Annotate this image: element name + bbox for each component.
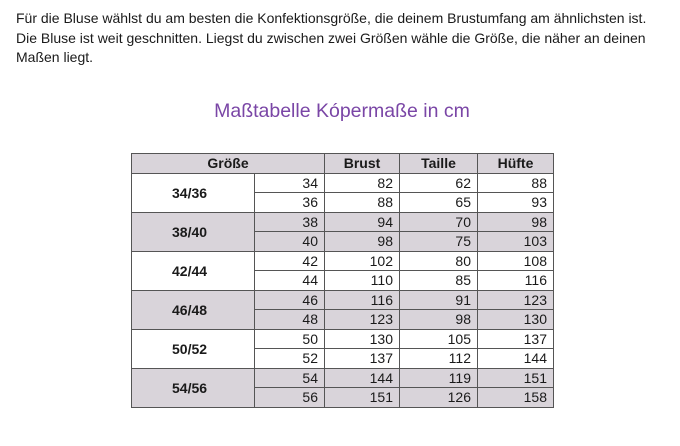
size-group-label: 46/48 xyxy=(132,290,255,329)
cell-size: 56 xyxy=(255,388,325,408)
cell-size: 34 xyxy=(255,173,325,193)
header-bust: Brust xyxy=(325,154,400,174)
cell-hip: 151 xyxy=(478,368,554,388)
size-group-label: 34/36 xyxy=(132,173,255,212)
table-row xyxy=(132,173,554,193)
intro-paragraph: Für die Bluse wählst du am besten die Konfektionsgröße, die deinem Brustumfang am ähnlichsten ist. Die Bluse ist weit geschnitten. Liegst du zwischen zwei Größen wähle die Größe, die näher an deinen Maßen liegt. xyxy=(16,10,647,65)
cell-bust: 98 xyxy=(325,232,400,252)
cell-hip: 123 xyxy=(478,290,554,310)
size-group-label: 50/52 xyxy=(132,329,255,368)
size-table xyxy=(131,153,554,408)
cell-bust: 102 xyxy=(325,251,400,271)
header-size: Größe xyxy=(132,154,325,174)
cell-hip: 108 xyxy=(478,251,554,271)
cell-waist: 80 xyxy=(400,251,478,271)
table-body xyxy=(132,173,554,407)
cell-size: 50 xyxy=(255,329,325,349)
cell-size: 46 xyxy=(255,290,325,310)
cell-hip: 144 xyxy=(478,349,554,369)
cell-waist: 70 xyxy=(400,212,478,232)
cell-bust: 82 xyxy=(325,173,400,193)
cell-bust: 130 xyxy=(325,329,400,349)
cell-hip: 130 xyxy=(478,310,554,330)
cell-hip: 158 xyxy=(478,388,554,408)
cell-bust: 116 xyxy=(325,290,400,310)
cell-size: 52 xyxy=(255,349,325,369)
cell-hip: 93 xyxy=(478,193,554,213)
cell-hip: 116 xyxy=(478,271,554,291)
table-row xyxy=(132,368,554,388)
table-row xyxy=(132,290,554,310)
cell-waist: 119 xyxy=(400,368,478,388)
cell-waist: 91 xyxy=(400,290,478,310)
cell-hip: 98 xyxy=(478,212,554,232)
cell-waist: 112 xyxy=(400,349,478,369)
cell-waist: 62 xyxy=(400,173,478,193)
cell-hip: 137 xyxy=(478,329,554,349)
header-hip: Hüfte xyxy=(478,154,554,174)
size-group-label: 42/44 xyxy=(132,251,255,290)
cell-bust: 88 xyxy=(325,193,400,213)
table-header-row xyxy=(132,154,554,174)
cell-waist: 75 xyxy=(400,232,478,252)
table-row xyxy=(132,329,554,349)
table-row xyxy=(132,212,554,232)
cell-waist: 65 xyxy=(400,193,478,213)
cell-size: 42 xyxy=(255,251,325,271)
cell-bust: 110 xyxy=(325,271,400,291)
cell-size: 38 xyxy=(255,212,325,232)
cell-bust: 123 xyxy=(325,310,400,330)
table-title: Maßtabelle Kópermaße in cm xyxy=(214,100,470,122)
cell-bust: 144 xyxy=(325,368,400,388)
cell-waist: 105 xyxy=(400,329,478,349)
cell-bust: 137 xyxy=(325,349,400,369)
header-waist: Taille xyxy=(400,154,478,174)
cell-size: 40 xyxy=(255,232,325,252)
cell-waist: 98 xyxy=(400,310,478,330)
cell-hip: 88 xyxy=(478,173,554,193)
cell-size: 48 xyxy=(255,310,325,330)
cell-size: 36 xyxy=(255,193,325,213)
cell-waist: 85 xyxy=(400,271,478,291)
cell-size: 54 xyxy=(255,368,325,388)
cell-hip: 103 xyxy=(478,232,554,252)
cell-bust: 151 xyxy=(325,388,400,408)
cell-waist: 126 xyxy=(400,388,478,408)
size-group-label: 54/56 xyxy=(132,368,255,407)
cell-bust: 94 xyxy=(325,212,400,232)
cell-size: 44 xyxy=(255,271,325,291)
size-group-label: 38/40 xyxy=(132,212,255,251)
table-row xyxy=(132,251,554,271)
